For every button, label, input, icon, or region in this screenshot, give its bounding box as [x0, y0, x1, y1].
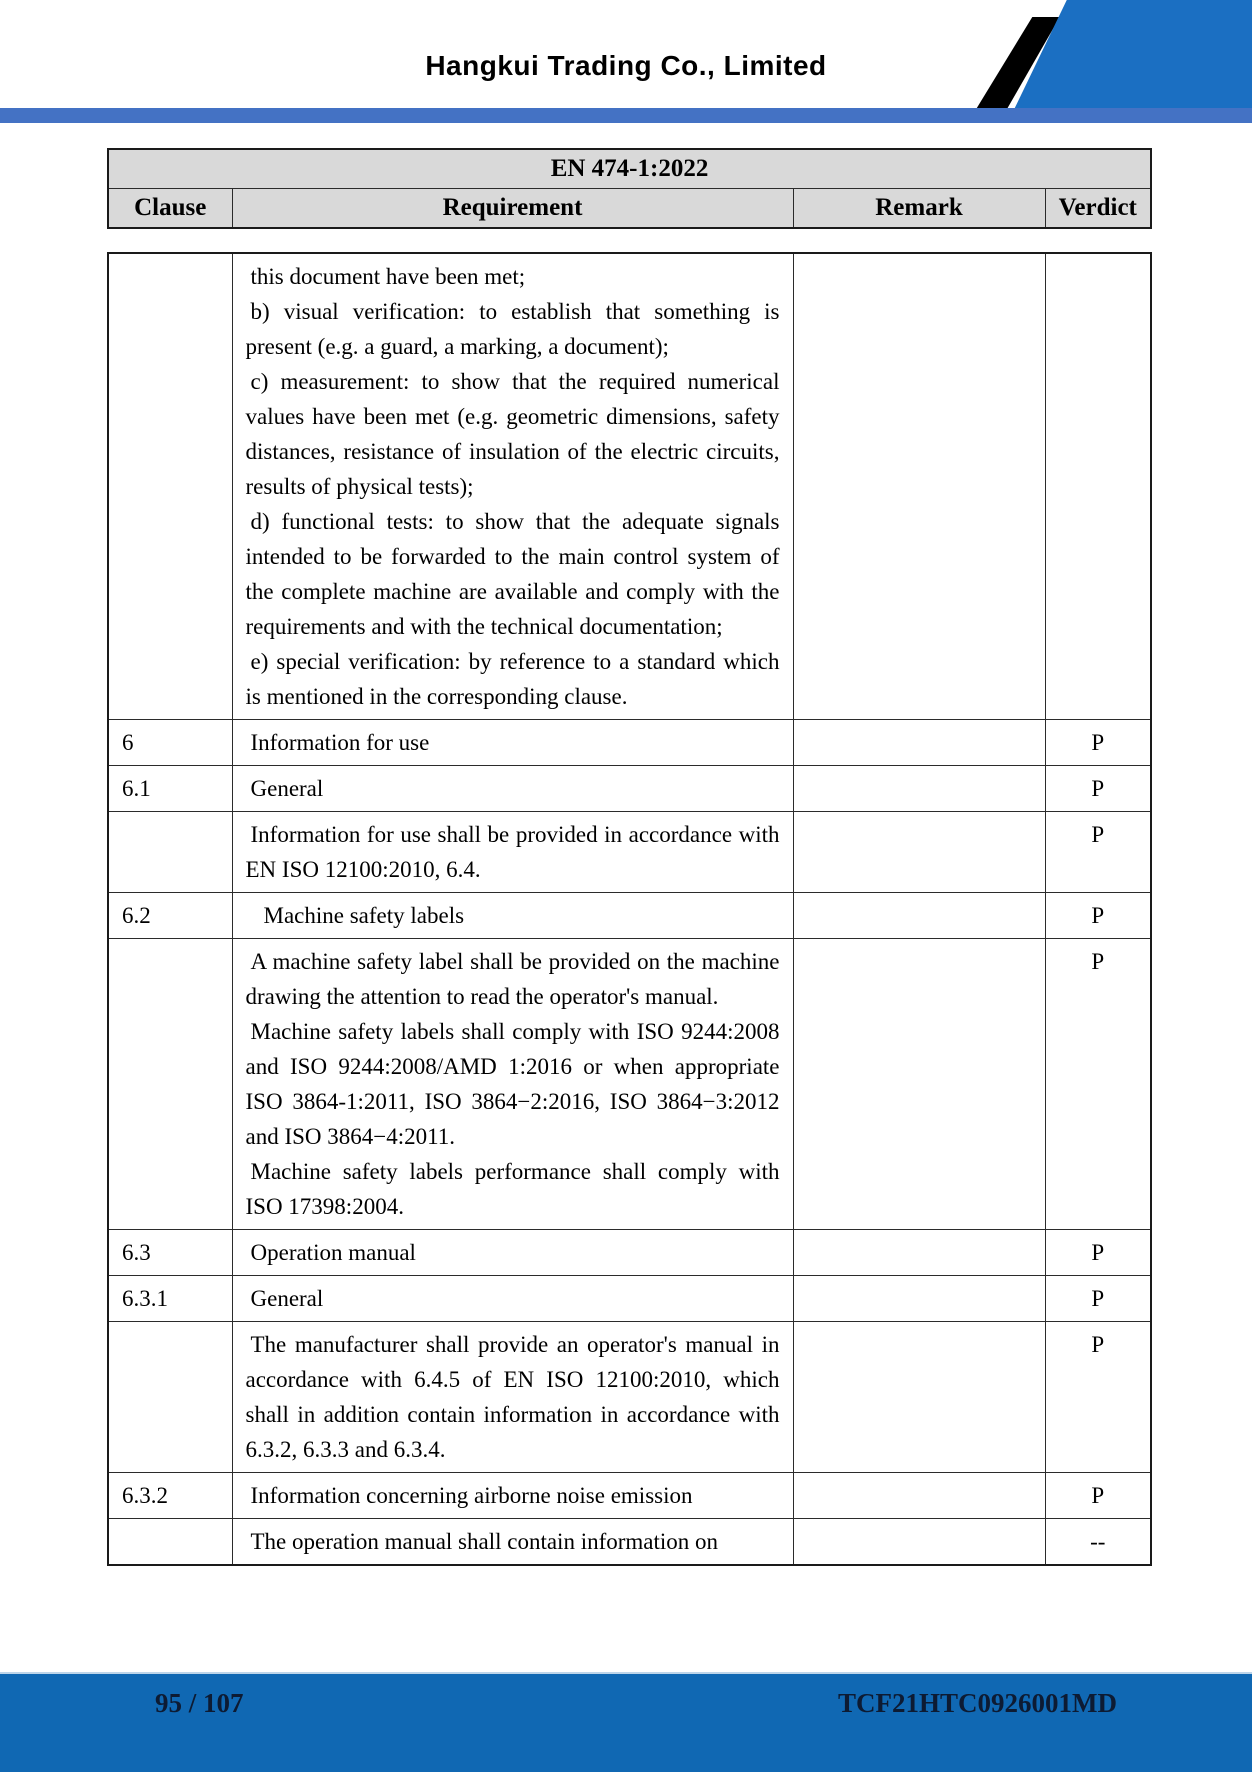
requirement-paragraph: Machine safety labels shall comply with ISO 9244:2008 and ISO 9244:2008/AMD 1:2016 or when appropriate ISO 3864-1:2011, ISO 3864−2:2016, ISO 3864−3:2012 and ISO 3864−4:2011. — [245, 1019, 780, 1149]
clause-cell: 6.1 — [108, 766, 232, 812]
remark-cell — [793, 893, 1045, 939]
requirement-paragraph: d) functional tests: to show that the adequate signals intended to be forwarded to the main control system of the complete machine are available and comply with the requirements and with the technical documentation; — [245, 509, 780, 639]
page-number: 95 / 107 — [155, 1688, 244, 1718]
requirement-cell — [232, 1473, 793, 1519]
remark-cell — [793, 766, 1045, 812]
requirement-paragraph: The manufacturer shall provide an operator's manual in accordance with 6.4.5 of EN ISO 12100:2010, which shall in addition contain information in accordance with 6.3.2, 6.3.3 and 6.3.4. — [245, 1332, 780, 1462]
requirement-paragraph: Information for use — [250, 730, 430, 755]
requirement-paragraph: Machine safety labels performance shall comply with ISO 17398:2004. — [245, 1159, 780, 1219]
requirement-paragraph: General — [250, 776, 324, 801]
requirement-cell — [232, 1230, 793, 1276]
clause-cell: 6.3 — [108, 1230, 232, 1276]
remark-cell — [793, 812, 1045, 893]
clause-cell — [108, 1322, 232, 1473]
table-row — [108, 1322, 1151, 1473]
standard-header-table — [107, 148, 1152, 229]
requirement-paragraph: Information concerning airborne noise emission — [250, 1483, 693, 1508]
requirement-paragraph: e) special verification: by reference to a standard which is mentioned in the corresponding clause. — [245, 649, 780, 709]
remark-cell — [793, 1473, 1045, 1519]
verdict-cell: P — [1045, 812, 1151, 893]
table-row — [108, 720, 1151, 766]
verdict-cell: P — [1045, 893, 1151, 939]
requirement-cell — [232, 720, 793, 766]
column-header-verdict: Verdict — [1045, 189, 1151, 229]
clause-cell — [108, 812, 232, 893]
table-row — [108, 812, 1151, 893]
requirement-cell — [232, 253, 793, 720]
clause-cell — [108, 939, 232, 1230]
footer — [0, 1672, 1252, 1772]
verdict-cell — [1045, 253, 1151, 720]
table-row — [108, 766, 1151, 812]
requirement-paragraph: Machine safety labels — [263, 903, 465, 928]
verdict-cell: P — [1045, 766, 1151, 812]
verdict-cell: -- — [1045, 1519, 1151, 1566]
requirement-paragraph: this document have been met; — [250, 264, 526, 289]
requirement-paragraph: Operation manual — [250, 1240, 416, 1265]
column-header-requirement: Requirement — [232, 189, 793, 229]
verdict-cell: P — [1045, 1473, 1151, 1519]
standard-header-table-wrap — [107, 148, 1152, 229]
requirement-paragraph: General — [250, 1286, 324, 1311]
column-header-clause: Clause — [108, 189, 232, 229]
requirement-paragraph: Information for use shall be provided in accordance with EN ISO 12100:2010, 6.4. — [245, 822, 780, 882]
requirement-cell — [232, 1519, 793, 1566]
requirement-paragraph: c) measurement: to show that the required numerical values have been met (e.g. geometric dimensions, safety distances, resistance of insulation of the electric circuits, results of physical tests); — [245, 369, 780, 499]
clause-cell: 6.3.1 — [108, 1276, 232, 1322]
column-header-remark: Remark — [793, 189, 1045, 229]
clause-cell: 6.2 — [108, 893, 232, 939]
document-code: TCF21HTC0926001MD — [838, 1688, 1117, 1718]
verdict-cell: P — [1045, 939, 1151, 1230]
requirement-cell — [232, 1276, 793, 1322]
requirement-paragraph: The operation manual shall contain information on — [250, 1529, 719, 1554]
requirement-cell — [232, 812, 793, 893]
clause-cell: 6 — [108, 720, 232, 766]
verdict-cell: P — [1045, 1230, 1151, 1276]
verdict-cell: P — [1045, 720, 1151, 766]
header-accent-bar — [0, 108, 1252, 123]
requirement-paragraph: A machine safety label shall be provided on the machine drawing the attention to read the operator's manual. — [245, 949, 780, 1009]
clause-cell — [108, 1519, 232, 1566]
column-header-row — [108, 189, 1151, 229]
requirement-cell — [232, 1322, 793, 1473]
remark-cell — [793, 253, 1045, 720]
remark-cell — [793, 1322, 1045, 1473]
remark-cell — [793, 720, 1045, 766]
table-row — [108, 939, 1151, 1230]
clause-cell — [108, 253, 232, 720]
clause-cell: 6.3.2 — [108, 1473, 232, 1519]
table-row — [108, 893, 1151, 939]
remark-cell — [793, 1276, 1045, 1322]
remark-cell — [793, 1230, 1045, 1276]
requirements-table — [107, 252, 1152, 1566]
table-row — [108, 253, 1151, 720]
requirement-cell — [232, 939, 793, 1230]
standard-title-row — [108, 149, 1151, 189]
requirements-table-wrap — [107, 252, 1152, 1566]
table-row — [108, 1473, 1151, 1519]
requirement-paragraph: b) visual verification: to establish that something is present (e.g. a guard, a marking, a document); — [245, 299, 780, 359]
company-title: Hangkui Trading Co., Limited — [425, 50, 827, 81]
table-row — [108, 1276, 1151, 1322]
remark-cell — [793, 939, 1045, 1230]
remark-cell — [793, 1519, 1045, 1566]
table-row — [108, 1230, 1151, 1276]
table-row — [108, 1519, 1151, 1566]
requirement-cell — [232, 766, 793, 812]
verdict-cell: P — [1045, 1276, 1151, 1322]
verdict-cell: P — [1045, 1322, 1151, 1473]
requirement-cell — [232, 893, 793, 939]
standard-title: EN 474-1:2022 — [108, 149, 1151, 189]
